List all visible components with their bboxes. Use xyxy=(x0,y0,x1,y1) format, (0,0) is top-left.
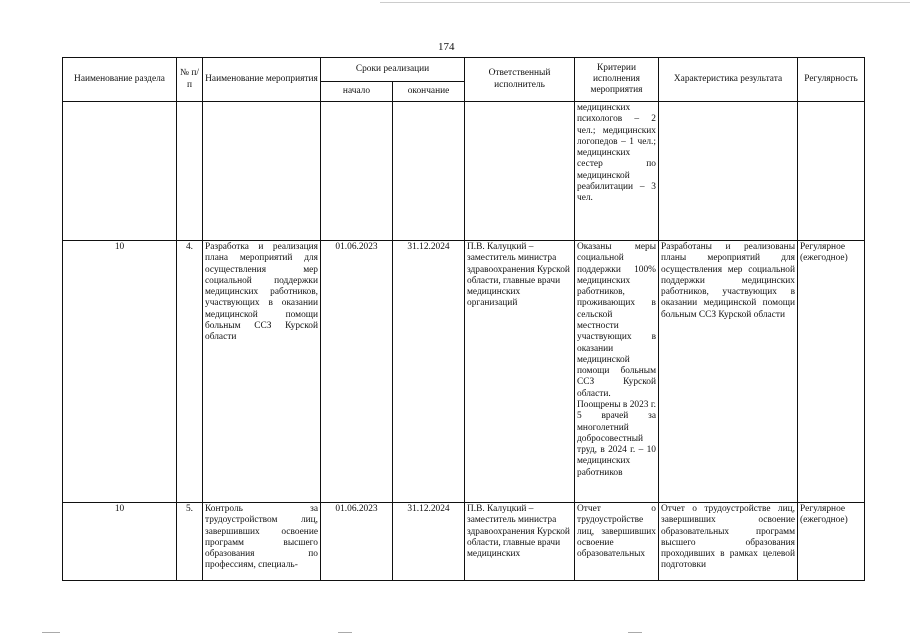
cell-end xyxy=(393,102,465,241)
cell-event xyxy=(203,102,321,241)
table-header-row xyxy=(63,58,865,82)
cell-regularity: Регулярное (ежегодное) xyxy=(798,503,865,581)
table-row-continuation xyxy=(63,102,865,241)
cell-start: 01.06.2023 xyxy=(321,503,393,581)
page-number: 174 xyxy=(438,41,455,53)
measures-table xyxy=(62,57,865,581)
cell-event: Контроль за трудоустройством лиц, завершивших освоение программ высшего образования по профессиям, специаль- xyxy=(203,503,321,581)
header-criteria: Критерии исполнения мероприятия xyxy=(575,58,659,102)
cell-regularity xyxy=(798,102,865,241)
cell-result: Отчет о трудоустройстве лиц, завершивших освоение образовательных программ высшего образования проходивших в рамках целевой подготовки xyxy=(659,503,798,581)
cell-result: Разработаны и реализованы планы мероприятий для осуществления мер социальной поддержки медицинских работников, участвующих в оказании медицинской помощи больным ССЗ Курской области xyxy=(659,241,798,503)
cell-number xyxy=(177,102,203,241)
cell-section xyxy=(63,102,177,241)
cell-event: Разработка и реализация плана мероприятий для осуществления мер социальной поддержки медицинских работников, участвующих в оказании медицинской помощи больным ССЗ Курской области xyxy=(203,241,321,503)
header-event: Наименование мероприятия xyxy=(203,58,321,102)
header-number: № п/п xyxy=(177,58,203,102)
scan-bottom-mark-right xyxy=(628,632,642,633)
header-section: Наименование раздела xyxy=(63,58,177,102)
cell-criteria: медицинских психологов – 2 чел.; медицинских логопедов – 1 чел.; медицинских сестер по медицинской реабилитации – 3 чел. xyxy=(575,102,659,241)
cell-criteria: Оказаны меры социальной поддержки 100% медицинских работников, проживающих в сельской местности участвующих в оказании медицинской помощи больным ССЗ Курской области. Поощрены в 2023 г. 5 врачей за многолетний добросовестный труд, в 2024 г. – 10 медицинских работников xyxy=(575,241,659,503)
header-end: окончание xyxy=(393,82,465,102)
cell-section: 10 xyxy=(63,241,177,503)
header-start: начало xyxy=(321,82,393,102)
header-terms: Сроки реализации xyxy=(321,58,465,82)
cell-result xyxy=(659,102,798,241)
cell-number: 4. xyxy=(177,241,203,503)
cell-start xyxy=(321,102,393,241)
cell-number: 5. xyxy=(177,503,203,581)
table-row xyxy=(63,241,865,503)
header-responsible: Ответственный исполнитель xyxy=(465,58,575,102)
cell-end: 31.12.2024 xyxy=(393,503,465,581)
header-result: Характеристика результата xyxy=(659,58,798,102)
cell-responsible: П.В. Калуцкий – заместитель министра здравоохранения Курской области, главные врачи медицинских xyxy=(465,503,575,581)
cell-start: 01.06.2023 xyxy=(321,241,393,503)
cell-regularity: Регулярное (ежегодное) xyxy=(798,241,865,503)
scan-top-line xyxy=(380,2,910,3)
cell-criteria: Отчет о трудоустройстве лиц, завершивших освоение образовательных xyxy=(575,503,659,581)
table-row xyxy=(63,503,865,581)
cell-section: 10 xyxy=(63,503,177,581)
scan-bottom-mark-left xyxy=(42,632,60,633)
cell-responsible xyxy=(465,102,575,241)
header-regularity: Регулярность xyxy=(798,58,865,102)
scan-bottom-mark-center xyxy=(338,632,352,633)
cell-end: 31.12.2024 xyxy=(393,241,465,503)
cell-responsible: П.В. Калуцкий – заместитель министра здравоохранения Курской области, главные врачи медицинских организаций xyxy=(465,241,575,503)
